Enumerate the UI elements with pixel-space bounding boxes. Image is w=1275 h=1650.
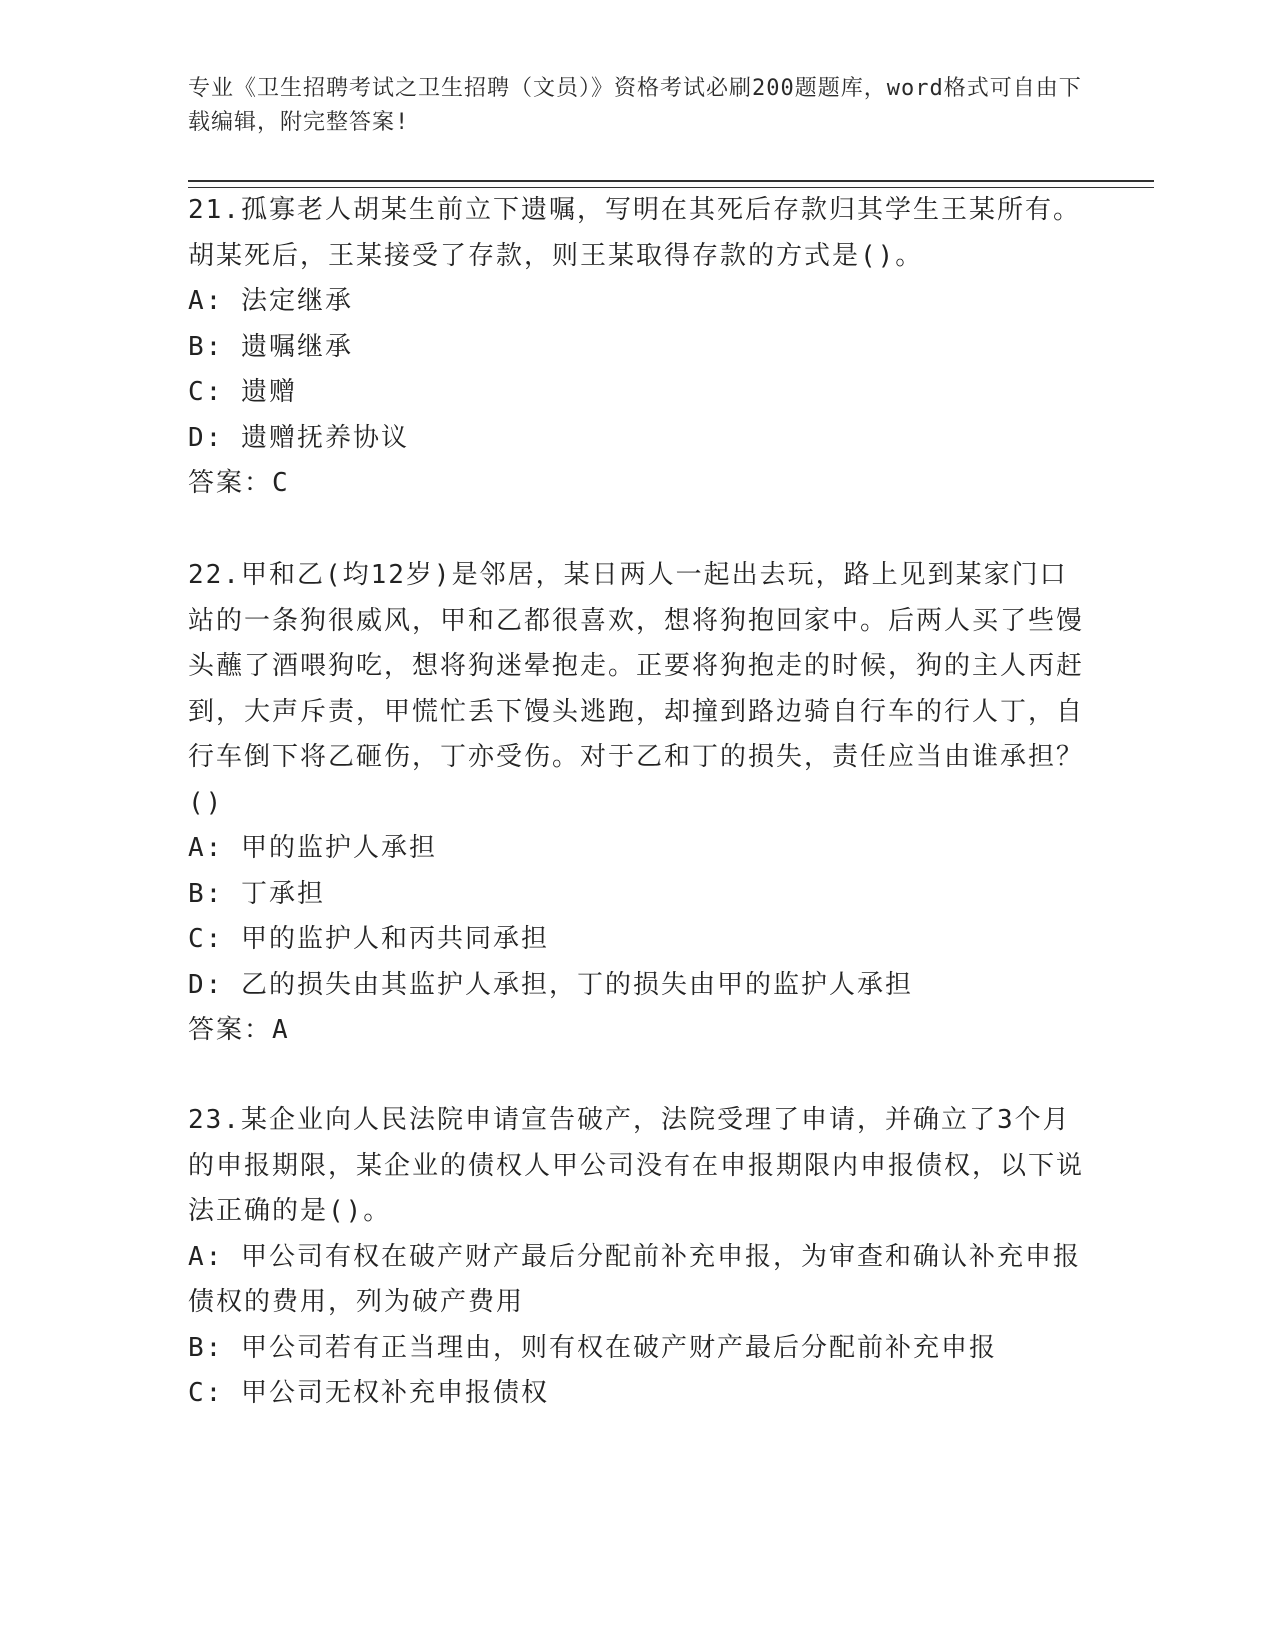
option-b: B: 遗嘱继承 bbox=[188, 331, 353, 362]
document-title: 专业《卫生招聘考试之卫生招聘（文员）》资格考试必刷200题题库，word格式可自由下载编辑，附完整答案! bbox=[188, 76, 1082, 135]
question-stem: 21.孤寡老人胡某生前立下遗嘱，写明在其死后存款归其学生王某所有。胡某死后，王某接受了存款，则王某取得存款的方式是()。 bbox=[188, 195, 1081, 271]
question-22 bbox=[188, 553, 1088, 1054]
header-divider bbox=[188, 180, 1154, 188]
question-stem: 22.甲和乙(均12岁)是邻居，某日两人一起出去玩，路上见到某家门口站的一条狗很威风，甲和乙都很喜欢，想将狗抱回家中。后两人买了些馒头蘸了酒喂狗吃，想将狗迷晕抱走。正要将狗抱走的时候，狗的主人丙赶到，大声斥责，甲慌忙丢下馒头逃跑，却撞到路边骑自行车的行人丁，自行车倒下将乙砸伤，丁亦受伤。对于乙和丁的损失，责任应当由谁承担？() bbox=[188, 560, 1085, 818]
option-a: A: 甲公司有权在破产财产最后分配前补充申报，为审查和确认补充申报债权的费用，列为破产费用 bbox=[188, 1241, 1081, 1317]
option-a: A: 甲的监护人承担 bbox=[188, 833, 437, 863]
question-stem: 23.某企业向人民法院申请宣告破产，法院受理了申请，并确立了3个月的申报期限，某企业的债权人甲公司没有在申报期限内申报债权，以下说法正确的是()。 bbox=[188, 1105, 1085, 1226]
question-23 bbox=[188, 1098, 1088, 1417]
answer: 答案：A bbox=[188, 1015, 290, 1045]
question-21 bbox=[188, 188, 1088, 507]
option-a: A: 法定继承 bbox=[188, 286, 353, 316]
option-c: C: 甲公司无权补充申报债权 bbox=[188, 1378, 549, 1408]
page-header bbox=[188, 72, 1088, 140]
option-c: C: 甲的监护人和丙共同承担 bbox=[188, 924, 549, 954]
option-b: B: 甲公司若有正当理由，则有权在破产财产最后分配前补充申报 bbox=[188, 1332, 997, 1363]
answer: 答案：C bbox=[188, 468, 290, 498]
option-b: B: 丁承担 bbox=[188, 878, 325, 909]
option-d: D: 乙的损失由其监护人承担，丁的损失由甲的监护人承担 bbox=[188, 969, 913, 1000]
option-c: C: 遗赠 bbox=[188, 377, 297, 407]
option-d: D: 遗赠抚养协议 bbox=[188, 422, 409, 453]
